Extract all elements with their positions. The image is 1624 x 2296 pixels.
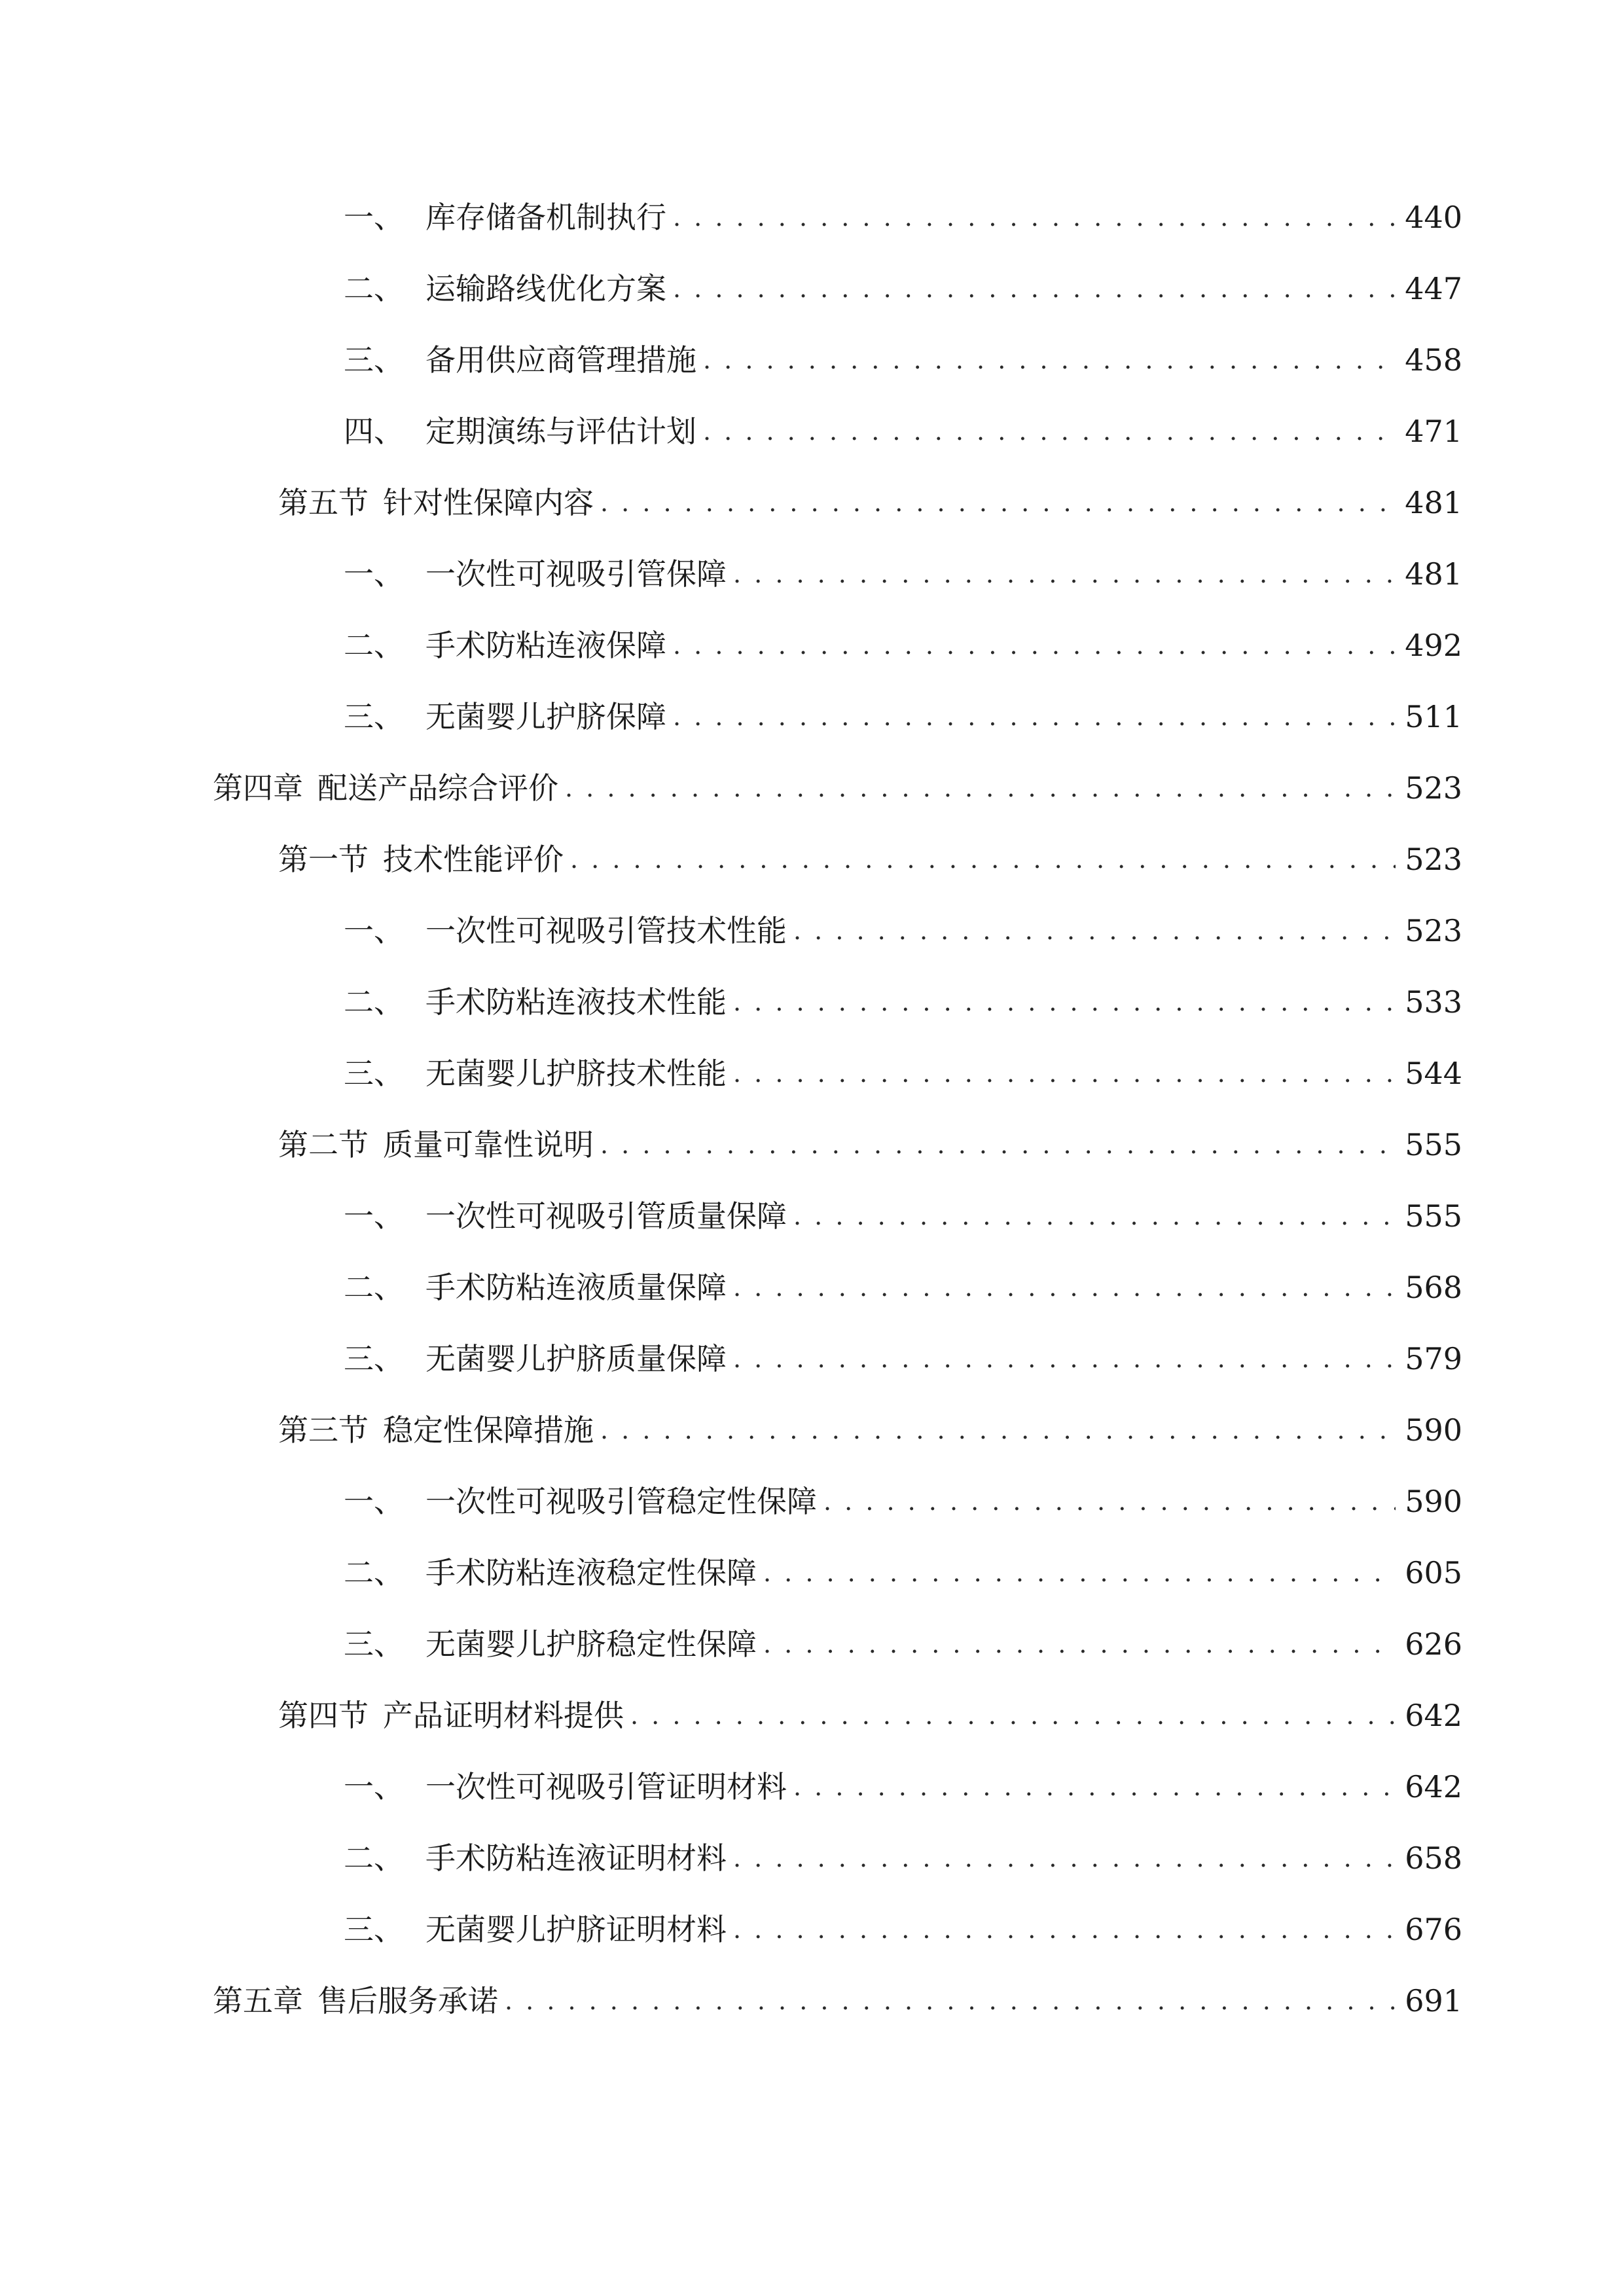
toc-entry[interactable]: [344, 1047, 1462, 1100]
toc-entry-page: 579: [1405, 1341, 1462, 1376]
toc-entry[interactable]: [344, 1475, 1462, 1528]
toc-entry-page: 492: [1405, 628, 1462, 663]
toc-entry-title: 手术防粘连液稳定性保障: [425, 1555, 757, 1590]
toc-entry-page: 590: [1405, 1484, 1462, 1519]
dot-leader: [733, 1903, 1396, 1956]
toc-entry-number: 二、: [344, 271, 404, 306]
toc-entry-title: 手术防粘连液保障: [425, 628, 666, 663]
toc-entry[interactable]: [344, 976, 1462, 1028]
dot-leader: [733, 1333, 1396, 1385]
toc-entry-number: 第四章: [213, 770, 303, 806]
dot-leader: [570, 833, 1396, 886]
toc-entry[interactable]: [278, 833, 1462, 886]
toc-entry-number: 三、: [344, 1912, 404, 1947]
toc-entry-page: 676: [1405, 1912, 1462, 1947]
toc-entry-page: 440: [1405, 200, 1462, 235]
toc-entry-title: 一次性可视吸引管稳定性保障: [425, 1484, 817, 1519]
toc-entry-number: 三、: [344, 1056, 404, 1091]
toc-entry-page: 481: [1405, 556, 1462, 592]
toc-entry[interactable]: [344, 262, 1462, 315]
toc-entry-number: 第三节: [278, 1412, 369, 1448]
dot-leader: [733, 1261, 1396, 1314]
toc-entry-title: 运输路线优化方案: [425, 271, 666, 306]
toc-entry-page: 642: [1405, 1698, 1462, 1733]
dot-leader: [600, 476, 1396, 529]
toc-entry-title: 无菌婴儿护脐技术性能: [425, 1056, 727, 1091]
toc-entry-page: 533: [1405, 984, 1462, 1020]
toc-entry-page: 458: [1405, 342, 1462, 378]
dot-leader: [673, 691, 1396, 743]
toc-entry-number: 一、: [344, 1198, 404, 1234]
dot-leader: [673, 619, 1396, 672]
toc-entry-page: 471: [1405, 414, 1462, 449]
dot-leader: [703, 405, 1396, 457]
toc-entry-title: 质量可靠性说明: [383, 1127, 594, 1162]
toc-entry[interactable]: [344, 1333, 1462, 1385]
toc-entry[interactable]: [344, 1903, 1462, 1956]
toc-entry-page: 658: [1405, 1840, 1462, 1876]
toc-entry-number: 一、: [344, 200, 404, 235]
toc-entry[interactable]: [278, 1404, 1462, 1456]
toc-entry-number: 二、: [344, 984, 404, 1020]
toc-entry-page: 481: [1405, 485, 1462, 520]
toc-entry[interactable]: [213, 762, 1462, 814]
toc-entry-page: 691: [1405, 1983, 1462, 2018]
toc-entry-title: 一次性可视吸引管质量保障: [425, 1198, 787, 1234]
dot-leader: [703, 334, 1396, 386]
toc-entry-number: 一、: [344, 913, 404, 948]
dot-leader: [505, 1975, 1396, 2027]
toc-entry-title: 技术性能评价: [383, 842, 564, 877]
toc-entry-title: 一次性可视吸引管证明材料: [425, 1769, 787, 1804]
toc-entry-title: 售后服务承诺: [317, 1983, 498, 2018]
toc-entry-number: 三、: [344, 1626, 404, 1662]
toc-entry-title: 一次性可视吸引管技术性能: [425, 913, 787, 948]
toc-entry-page: 555: [1405, 1198, 1462, 1234]
dot-leader: [673, 191, 1396, 243]
toc-entry-number: 一、: [344, 556, 404, 592]
dot-leader: [733, 976, 1396, 1028]
toc-entry-page: 523: [1405, 770, 1462, 806]
toc-entry[interactable]: [278, 1119, 1462, 1171]
toc-entry-number: 一、: [344, 1769, 404, 1804]
toc-entry-page: 605: [1405, 1555, 1462, 1590]
dot-leader: [793, 1190, 1396, 1242]
toc-entry-page: 568: [1405, 1270, 1462, 1305]
toc-entry-title: 产品证明材料提供: [383, 1698, 624, 1733]
toc-entry-page: 642: [1405, 1769, 1462, 1804]
toc-entry-page: 511: [1405, 699, 1462, 734]
toc-entry-title: 一次性可视吸引管保障: [425, 556, 727, 592]
dot-leader: [600, 1119, 1396, 1171]
dot-leader: [793, 1761, 1396, 1813]
toc-entry-number: 二、: [344, 1555, 404, 1590]
dot-leader: [823, 1475, 1396, 1528]
dot-leader: [673, 262, 1396, 315]
dot-leader: [565, 762, 1396, 814]
toc-entry[interactable]: [344, 1761, 1462, 1813]
toc-entry-number: 第五章: [213, 1983, 303, 2018]
toc-entry[interactable]: [344, 405, 1462, 457]
toc-entry[interactable]: [344, 191, 1462, 243]
toc-entry[interactable]: [344, 691, 1462, 743]
toc-entry-page: 544: [1405, 1056, 1462, 1091]
toc-entry[interactable]: [344, 1261, 1462, 1314]
toc-entry[interactable]: [213, 1975, 1462, 2027]
toc-entry-page: 590: [1405, 1412, 1462, 1448]
toc-entry-number: 第四节: [278, 1698, 369, 1733]
toc-entry-number: 三、: [344, 699, 404, 734]
toc-entry[interactable]: [344, 1190, 1462, 1242]
toc-entry-number: 一、: [344, 1484, 404, 1519]
toc-entry-page: 447: [1405, 271, 1462, 306]
toc-entry-title: 手术防粘连液质量保障: [425, 1270, 727, 1305]
toc-entry-title: 手术防粘连液证明材料: [425, 1840, 727, 1876]
toc-entry-page: 626: [1405, 1626, 1462, 1662]
dot-leader: [733, 1832, 1396, 1884]
toc-entry-title: 手术防粘连液技术性能: [425, 984, 727, 1020]
toc-entry[interactable]: [344, 548, 1462, 600]
toc-entry-number: 二、: [344, 1270, 404, 1305]
toc-entry-title: 定期演练与评估计划: [425, 414, 696, 449]
toc-entry-title: 无菌婴儿护脐证明材料: [425, 1912, 727, 1947]
toc-entry-title: 无菌婴儿护脐保障: [425, 699, 666, 734]
toc-entry-number: 第二节: [278, 1127, 369, 1162]
toc-entry-title: 库存储备机制执行: [425, 200, 666, 235]
toc-entry[interactable]: [344, 334, 1462, 386]
dot-leader: [733, 548, 1396, 600]
toc-entry-title: 无菌婴儿护脐稳定性保障: [425, 1626, 757, 1662]
toc-entry-page: 523: [1405, 913, 1462, 948]
toc-entry[interactable]: [344, 1832, 1462, 1884]
toc-entry-title: 稳定性保障措施: [383, 1412, 594, 1448]
toc-entry-page: 523: [1405, 842, 1462, 877]
toc-entry-title: 无菌婴儿护脐质量保障: [425, 1341, 727, 1376]
toc-entry-page: 555: [1405, 1127, 1462, 1162]
toc-entry[interactable]: [278, 476, 1462, 529]
toc-entry-title: 针对性保障内容: [383, 485, 594, 520]
dot-leader: [733, 1047, 1396, 1100]
dot-leader: [763, 1547, 1396, 1599]
toc-entry-number: 第五节: [278, 485, 369, 520]
toc-entry-number: 第一节: [278, 842, 369, 877]
toc-entry-number: 二、: [344, 628, 404, 663]
toc-entry-number: 三、: [344, 1341, 404, 1376]
toc-entry-number: 二、: [344, 1840, 404, 1876]
toc-entry-number: 三、: [344, 342, 404, 378]
dot-leader: [630, 1689, 1396, 1742]
dot-leader: [793, 905, 1396, 957]
toc-entry[interactable]: [278, 1689, 1462, 1742]
toc-entry-title: 备用供应商管理措施: [425, 342, 696, 378]
toc-entry-number: 四、: [344, 414, 404, 449]
toc-entry[interactable]: [344, 619, 1462, 672]
toc-entry-title: 配送产品综合评价: [317, 770, 558, 806]
toc-entry[interactable]: [344, 1618, 1462, 1670]
dot-leader: [600, 1404, 1396, 1456]
toc-entry[interactable]: [344, 1547, 1462, 1599]
toc-entry[interactable]: [344, 905, 1462, 957]
dot-leader: [763, 1618, 1396, 1670]
